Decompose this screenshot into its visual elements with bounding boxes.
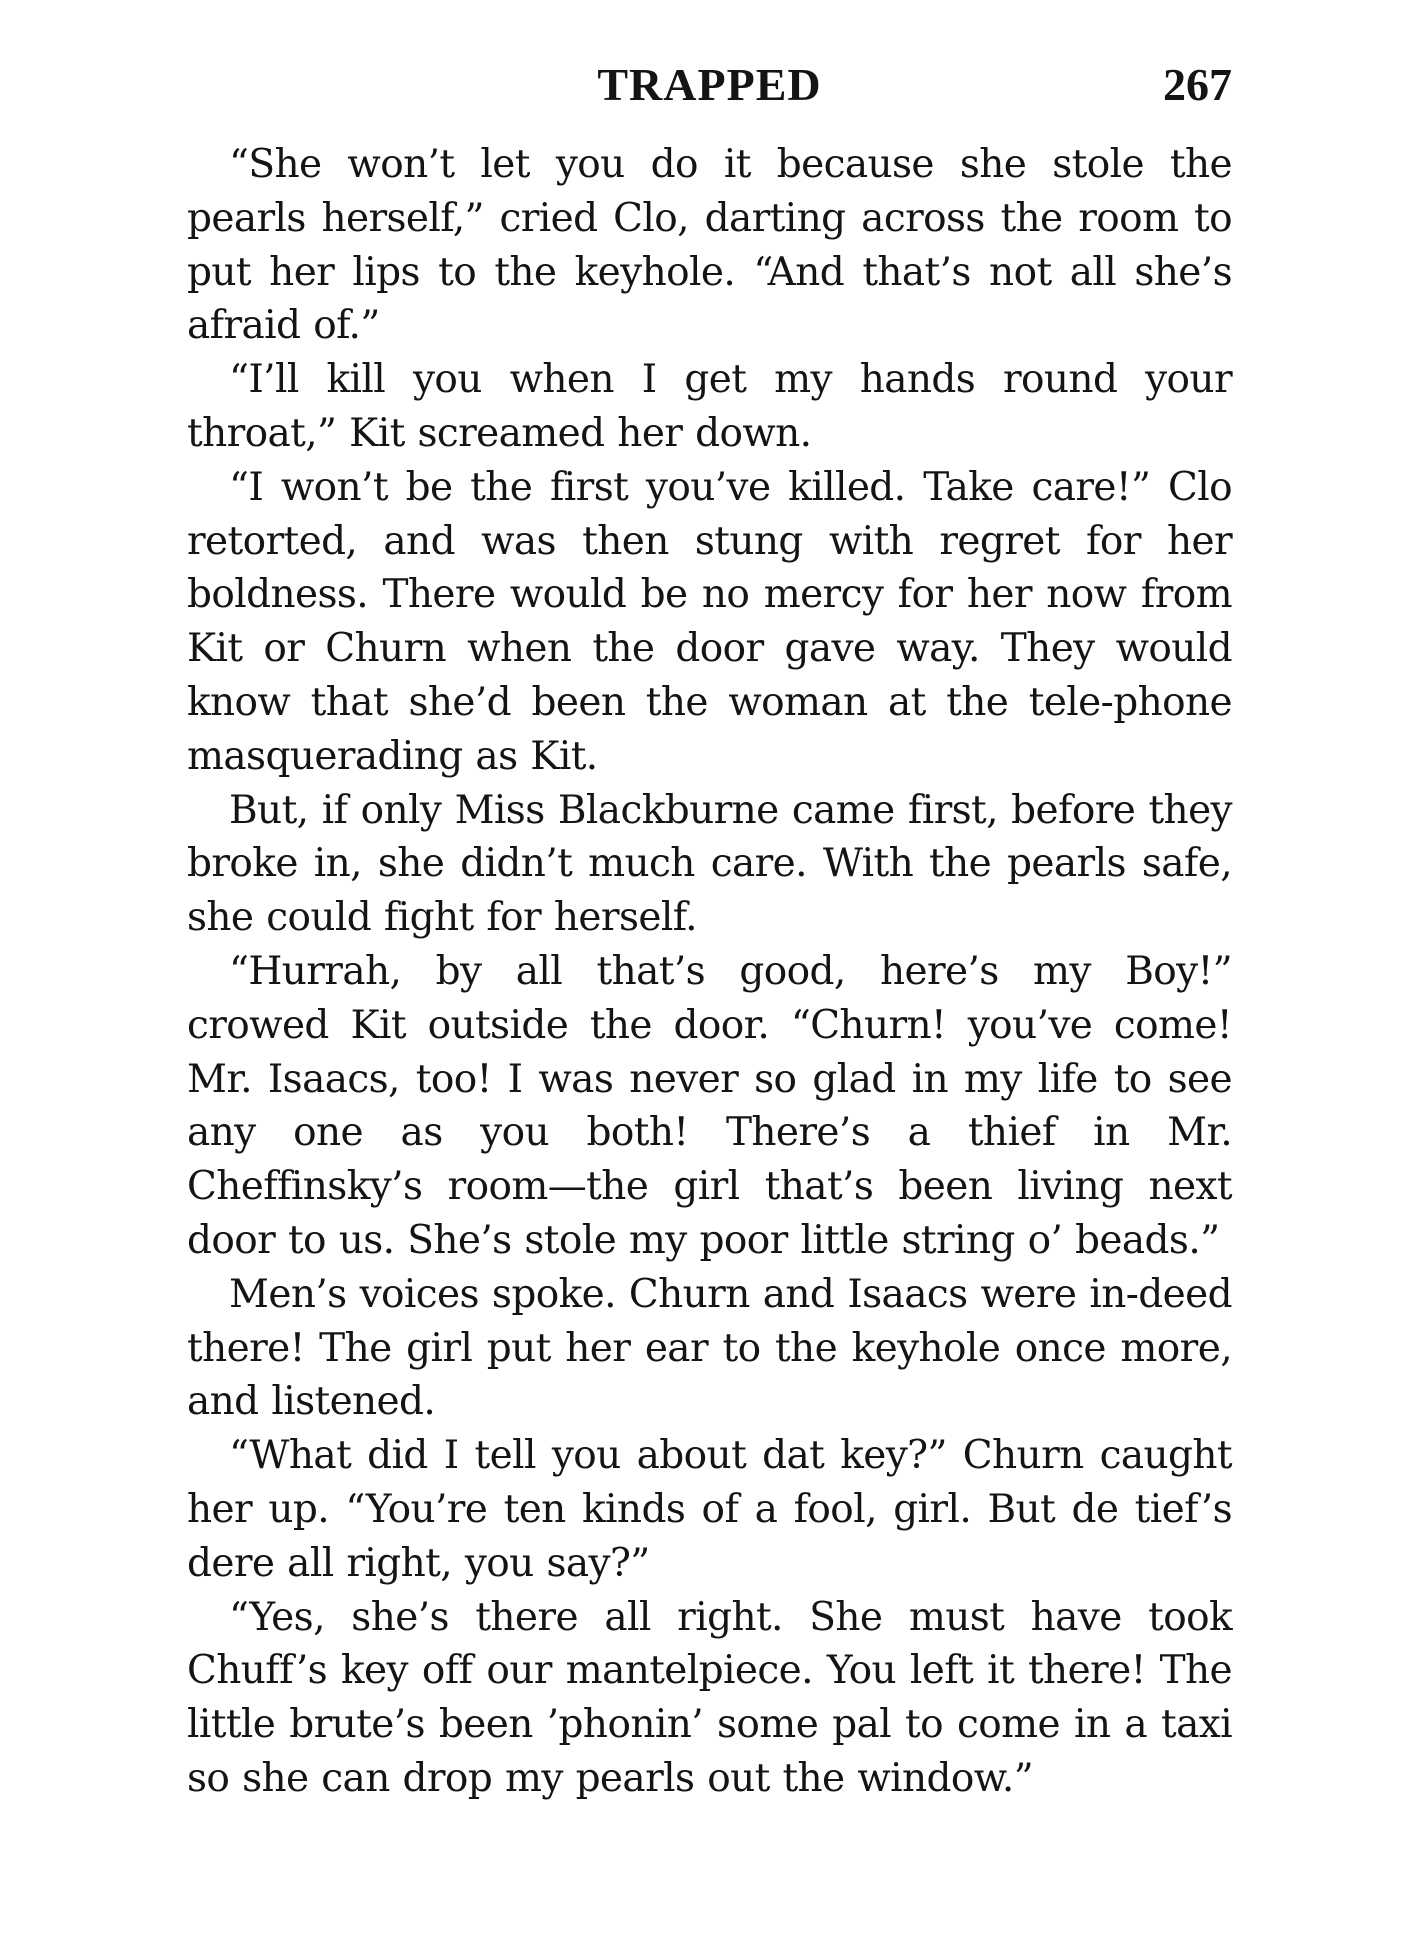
running-title: TRAPPED	[597, 59, 822, 110]
paragraph: Men’s voices spoke. Churn and Isaacs were in-deed there! The girl put her ear to the keyhole once more, and listened.	[187, 1271, 1232, 1425]
paragraph: “She won’t let you do it because she stole the pearls herself,” cried Clo, darting across the room to put her lips to the keyhole. “And that’s not all she’s afraid of.”	[187, 142, 1232, 349]
body-text	[187, 138, 1232, 1806]
paragraph: “Yes, she’s there all right. She must have took Chuff’s key off our mantelpiece. You left it there! The little brute’s been ’phonin’ some pal to come in a taxi so she can drop my pearls out the window.”	[187, 1594, 1232, 1801]
paragraph: “Hurrah, by all that’s good, here’s my Boy!” crowed Kit outside the door. “Churn! you’ve come! Mr. Isaacs, too! I was never so glad in my life to see any one as you both! There’s a thief in Mr. Cheffinsky’s room—the girl that’s been living next door to us. She’s stole my poor little string o’ beads.”	[187, 948, 1232, 1263]
paragraph: “I’ll kill you when I get my hands round your throat,” Kit screamed her down.	[187, 357, 1232, 456]
running-head	[187, 58, 1232, 118]
paragraph: “I won’t be the first you’ve killed. Take care!” Clo retorted, and was then stung with regret for her boldness. There would be no mercy for her now from Kit or Churn when the door gave way. They would know that she’d been the woman at the tele-phone masquerading as Kit.	[187, 464, 1232, 779]
paragraph: But, if only Miss Blackburne came first, before they broke in, she didn’t much care. With the pearls safe, she could fight for herself.	[187, 787, 1232, 941]
page-number: 267	[1163, 59, 1232, 110]
paragraph: “What did I tell you about dat key?” Churn caught her up. “You’re ten kinds of a fool, girl. But de tief’s dere all right, you say?”	[187, 1433, 1232, 1586]
